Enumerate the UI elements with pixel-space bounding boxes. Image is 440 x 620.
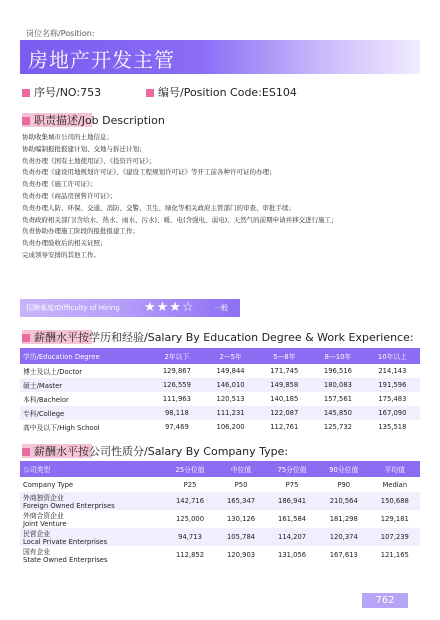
- table-cell: 122,087: [257, 406, 311, 420]
- table-cell: 129,181: [380, 515, 409, 523]
- table-row: [20, 546, 420, 564]
- table-cell: 129,867: [162, 367, 191, 375]
- table-cell: 114,207: [266, 528, 318, 546]
- table-cell: 135,518: [378, 423, 407, 431]
- table-cell: 106,200: [216, 423, 245, 431]
- salary-by-education-table: [20, 348, 420, 434]
- table-cell: P75: [285, 480, 299, 489]
- difficulty-bar: [20, 299, 240, 317]
- job-desc-line: 负责协助办理施工阶段的报批报建工作；: [22, 227, 139, 236]
- column-header: 2年以下: [150, 348, 204, 364]
- difficulty-stars-icon: ★★★☆: [144, 300, 195, 315]
- edu-heading: [22, 329, 414, 345]
- table-cell: 161,584: [278, 515, 307, 523]
- column-header: 90分位值: [318, 461, 370, 477]
- company-type-cell: [20, 528, 164, 546]
- table-cell: Median: [382, 480, 408, 489]
- table-cell: 130,126: [226, 515, 256, 523]
- table-cell: 94,713: [164, 528, 216, 546]
- table-header-row: [20, 461, 420, 477]
- company-type-cell: [20, 492, 164, 510]
- table-row: [20, 420, 420, 434]
- table-cell: 126,559: [150, 378, 204, 392]
- table-cell: 125,732: [323, 423, 352, 431]
- company-heading: [22, 443, 288, 459]
- company-type-cn: 外商独资企业: [23, 494, 64, 502]
- table-cell: 214,143: [378, 367, 407, 375]
- table-row: [20, 378, 420, 392]
- table-row: [20, 477, 420, 492]
- table-row: [20, 528, 420, 546]
- job-desc-line: 完成领导安排的其他工作。: [22, 250, 100, 259]
- code-no: [22, 84, 101, 100]
- company-type-cn: Company Type: [23, 480, 74, 489]
- job-desc-line: 负责政府相关部门(含给水、热水、雨水、污水)、暖、电(含强电、弱电)、天然气的前期申请并移交进行施工；: [22, 215, 338, 224]
- bullet-square-icon: [146, 89, 154, 97]
- table-cell: 105,784: [216, 528, 266, 546]
- column-header: 2—5年: [204, 348, 258, 364]
- table-cell: 博士及以上/Doctor: [23, 368, 83, 376]
- table-cell: 146,010: [204, 378, 258, 392]
- table-cell: 191,596: [365, 378, 420, 392]
- company-type-en: Foreign Owned Enterprises: [23, 502, 115, 510]
- code-no-text: 序号/NO:753: [34, 86, 102, 99]
- bullet-square-icon: [22, 448, 30, 456]
- bullet-square-icon: [22, 117, 30, 125]
- job-desc-line: 负责办理《国有土地使用证》、《投资许可证》；: [22, 156, 156, 165]
- edu-title: 薪酬水平按学历和经验/Salary By Education Degree & Work Experience:: [34, 331, 414, 344]
- job-desc-line: 负责办理人防、环保、交通、消防、交警、卫生、绿化等相关政府主管部门的审查、审批手续；: [22, 203, 295, 212]
- job-desc-heading: [22, 112, 165, 128]
- table-cell: 181,298: [329, 515, 358, 523]
- company-type-cell: [20, 510, 164, 528]
- page-number: 762: [362, 593, 408, 608]
- job-desc-line: 协助编制报批报建计划、交地与拆迁计划；: [22, 144, 146, 153]
- table-row: [20, 492, 420, 510]
- column-header: 5—8年: [257, 348, 311, 364]
- table-cell: 180,083: [311, 378, 365, 392]
- table-cell: 120,513: [216, 395, 245, 403]
- table-cell: 157,561: [323, 395, 352, 403]
- table-cell: 98,118: [150, 406, 204, 420]
- table-cell: 196,516: [323, 367, 352, 375]
- table-cell: 165,347: [216, 492, 266, 510]
- table-cell: 111,231: [204, 406, 258, 420]
- job-description: [22, 132, 422, 262]
- table-cell: 120,374: [318, 528, 370, 546]
- table-cell: 149,844: [216, 367, 245, 375]
- table-cell: 142,716: [164, 492, 216, 510]
- table-cell: P50: [234, 480, 248, 489]
- table-cell: 186,941: [266, 492, 318, 510]
- table-cell: 专科/College: [20, 406, 150, 420]
- table-cell: P25: [183, 480, 197, 489]
- table-header-row: [20, 348, 420, 364]
- table-cell: P90: [337, 480, 351, 489]
- column-header: 10年以上: [365, 348, 420, 364]
- company-type-cn: 国有企业: [23, 548, 51, 556]
- table-cell: 112,761: [270, 423, 299, 431]
- difficulty-level: 一般: [214, 304, 228, 312]
- column-header: 公司类型: [20, 461, 164, 477]
- job-desc-line: 协助收集城市公司的土地信息；: [22, 133, 113, 141]
- difficulty-label: 招聘难度/Difficulty of Hiring: [26, 304, 120, 312]
- job-desc-title: 职责描述/Job Description: [34, 114, 165, 127]
- table-cell: 167,613: [329, 551, 358, 559]
- table-cell: 125,000: [175, 515, 205, 523]
- company-type-en: Joint Venture: [23, 520, 67, 528]
- table-cell: 本科/Bachelor: [23, 396, 69, 404]
- company-type-cell: [20, 546, 164, 564]
- column-header: 75分位值: [266, 461, 318, 477]
- table-row: [20, 510, 420, 528]
- table-cell: 高中及以下/High School: [23, 424, 100, 432]
- code-position: [146, 84, 297, 100]
- company-type-en: Local Private Enterprises: [23, 538, 108, 546]
- column-header: 学历/Education Degree: [20, 348, 150, 364]
- table-cell: 111,963: [162, 395, 191, 403]
- column-header: 平均值: [370, 461, 420, 477]
- table-cell: 145,850: [311, 406, 365, 420]
- title-banner: [20, 40, 420, 74]
- table-row: [20, 364, 420, 378]
- salary-by-company-table: [20, 461, 420, 564]
- position-label: 岗位名称/Position:: [26, 29, 95, 38]
- bullet-square-icon: [22, 334, 30, 342]
- job-desc-line: 负责办理《施工许可证》；: [22, 180, 97, 189]
- bullet-square-icon: [22, 89, 30, 97]
- company-type-cn: 民营企业: [23, 530, 51, 538]
- company-type-cn: 外商合资企业: [23, 512, 64, 520]
- table-row: [20, 406, 420, 420]
- table-cell: 112,852: [175, 551, 205, 559]
- column-header: 中位值: [216, 461, 266, 477]
- table-cell: 131,056: [278, 551, 307, 559]
- column-header: 25分位值: [164, 461, 216, 477]
- table-cell: 167,090: [365, 406, 420, 420]
- table-cell: 硕士/Master: [20, 378, 150, 392]
- table-cell: 120,903: [226, 551, 256, 559]
- table-cell: 171,745: [270, 367, 299, 375]
- table-cell: 210,564: [318, 492, 370, 510]
- code-position-text: 编号/Position Code:ES104: [158, 86, 297, 99]
- table-cell: 140,185: [270, 395, 299, 403]
- table-cell: 149,858: [257, 378, 311, 392]
- table-cell: 175,483: [378, 395, 407, 403]
- company-type-cell: [20, 477, 164, 492]
- company-type-en: State Owned Enterprises: [23, 556, 108, 564]
- table-cell: 150,688: [370, 492, 420, 510]
- job-desc-line: 负责办理《商品房预售许可证》；: [22, 191, 117, 200]
- company-title: 薪酬水平按公司性质分/Salary By Company Type:: [34, 445, 289, 458]
- table-cell: 121,165: [380, 551, 409, 559]
- column-header: 8—10年: [311, 348, 365, 364]
- table-cell: 97,469: [164, 423, 189, 431]
- page-title: 房地产开发主管: [28, 48, 175, 72]
- table-row: [20, 392, 420, 406]
- job-desc-line: 负责办理验收后的相关证照；: [22, 239, 107, 248]
- table-cell: 107,239: [370, 528, 420, 546]
- job-desc-line: 负责办理《建设用地规划许可证》、《建设工程规划许可证》等开工前各种许可证的办理；: [22, 168, 276, 177]
